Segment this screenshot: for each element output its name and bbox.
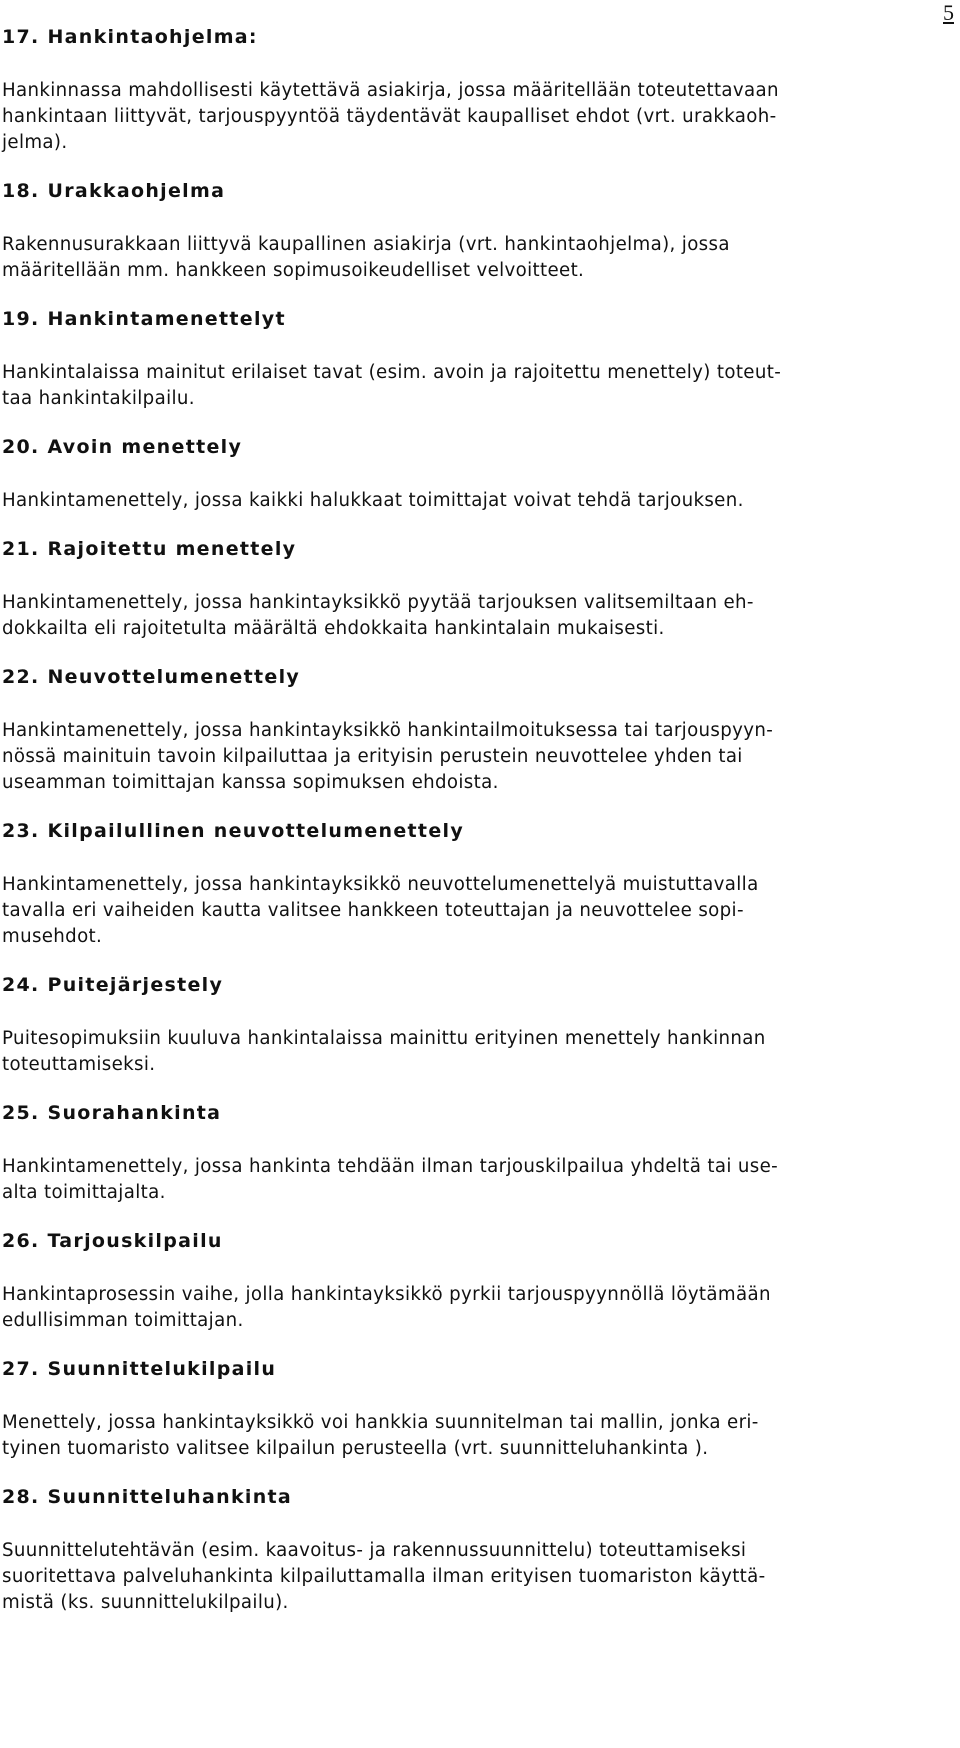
entry-definition <box>2 1538 946 1616</box>
glossary-entry <box>2 306 946 412</box>
entry-definition <box>2 360 946 412</box>
definition-line: jelma). <box>2 132 68 153</box>
entry-definition <box>2 718 946 796</box>
definition-line: tyinen tuomaristo valitsee kilpailun perusteella (vrt. suunnitteluhankinta ). <box>2 1438 709 1459</box>
definition-line: alta toimittajalta. <box>2 1182 166 1203</box>
entry-heading: 18. Urakkaohjelma <box>2 180 226 202</box>
definition-line: Hankintamenettely, jossa hankinta tehdään ilman tarjouskilpailua yhdeltä tai use- <box>2 1156 779 1177</box>
definition-line: Hankintamenettely, jossa hankintayksikkö neuvottelumenettelyä muistuttavalla <box>2 874 759 895</box>
entry-heading: 25. Suorahankinta <box>2 1102 222 1124</box>
definition-line: suoritettava palveluhankinta kilpailuttamalla ilman erityisen tuomariston käyttä- <box>2 1566 766 1587</box>
definition-line: taa hankintakilpailu. <box>2 388 195 409</box>
entry-heading: 28. Suunnitteluhankinta <box>2 1486 293 1508</box>
glossary-entry <box>2 818 946 950</box>
glossary-entry <box>2 536 946 642</box>
definition-line: tavalla eri vaiheiden kautta valitsee hankkeen toteuttajan ja neuvottelee sopi- <box>2 900 744 921</box>
definition-line: Puitesopimuksiin kuuluva hankintalaissa mainittu erityinen menettely hankinnan <box>2 1028 766 1049</box>
definition-line: Hankintalaissa mainitut erilaiset tavat (esim. avoin ja rajoitettu menettely) toteut- <box>2 362 782 383</box>
definition-line: mistä (ks. suunnittelukilpailu). <box>2 1592 289 1613</box>
glossary-entry <box>2 1484 946 1616</box>
entry-heading: 26. Tarjouskilpailu <box>2 1230 223 1252</box>
definition-line: Hankintamenettely, jossa kaikki halukkaat toimittajat voivat tehdä tarjouksen. <box>2 490 744 511</box>
entry-definition <box>2 1282 946 1334</box>
definition-line: useamman toimittajan kanssa sopimuksen ehdoista. <box>2 772 499 793</box>
entry-definition <box>2 1154 946 1206</box>
definition-line: dokkailta eli rajoitetulta määrältä ehdokkaita hankintalain mukaisesti. <box>2 618 665 639</box>
definition-line: Rakennusurakkaan liittyvä kaupallinen asiakirja (vrt. hankintaohjelma), jossa <box>2 234 730 255</box>
entry-definition <box>2 78 946 156</box>
definition-line: Menettely, jossa hankintayksikkö voi hankkia suunnitelman tai mallin, jonka eri- <box>2 1412 759 1433</box>
definition-line: nössä mainituin tavoin kilpailuttaa ja erityisin perustein neuvottelee yhden tai <box>2 746 743 767</box>
entry-definition <box>2 872 946 950</box>
entry-heading: 21. Rajoitettu menettely <box>2 538 297 560</box>
definition-line: Hankintamenettely, jossa hankintayksikkö pyytää tarjouksen valitsemiltaan eh- <box>2 592 754 613</box>
glossary-entry <box>2 664 946 796</box>
entry-heading: 24. Puitejärjestely <box>2 974 224 996</box>
page-number: 5 <box>943 0 954 25</box>
glossary-entry <box>2 1356 946 1462</box>
glossary-entry <box>2 178 946 284</box>
glossary-list <box>2 24 946 1638</box>
definition-line: edullisimman toimittajan. <box>2 1310 244 1331</box>
definition-line: Suunnittelutehtävän (esim. kaavoitus- ja rakennussuunnittelu) toteuttamiseksi <box>2 1540 747 1561</box>
entry-heading: 23. Kilpailullinen neuvottelumenettely <box>2 820 465 842</box>
definition-line: Hankintamenettely, jossa hankintayksikkö hankintailmoituksessa tai tarjouspyyn- <box>2 720 774 741</box>
entry-heading: 27. Suunnittelukilpailu <box>2 1358 277 1380</box>
entry-definition <box>2 1026 946 1078</box>
definition-line: hankintaan liittyvät, tarjouspyyntöä täydentävät kaupalliset ehdot (vrt. urakkaoh- <box>2 106 777 127</box>
glossary-entry <box>2 1100 946 1206</box>
entry-heading: 22. Neuvottelumenettely <box>2 666 301 688</box>
definition-line: Hankinnassa mahdollisesti käytettävä asiakirja, jossa määritellään toteutettavaan <box>2 80 779 101</box>
definition-line: toteuttamiseksi. <box>2 1054 156 1075</box>
entry-definition <box>2 1410 946 1462</box>
glossary-entry <box>2 434 946 514</box>
entry-heading: 19. Hankintamenettelyt <box>2 308 286 330</box>
glossary-entry <box>2 24 946 156</box>
definition-line: määritellään mm. hankkeen sopimusoikeudelliset velvoitteet. <box>2 260 585 281</box>
entry-heading: 20. Avoin menettely <box>2 436 243 458</box>
entry-heading: 17. Hankintaohjelma: <box>2 26 258 48</box>
definition-line: musehdot. <box>2 926 103 947</box>
entry-definition <box>2 488 946 514</box>
entry-definition <box>2 232 946 284</box>
glossary-entry <box>2 972 946 1078</box>
entry-definition <box>2 590 946 642</box>
definition-line: Hankintaprosessin vaihe, jolla hankintayksikkö pyrkii tarjouspyynnöllä löytämään <box>2 1284 771 1305</box>
glossary-entry <box>2 1228 946 1334</box>
